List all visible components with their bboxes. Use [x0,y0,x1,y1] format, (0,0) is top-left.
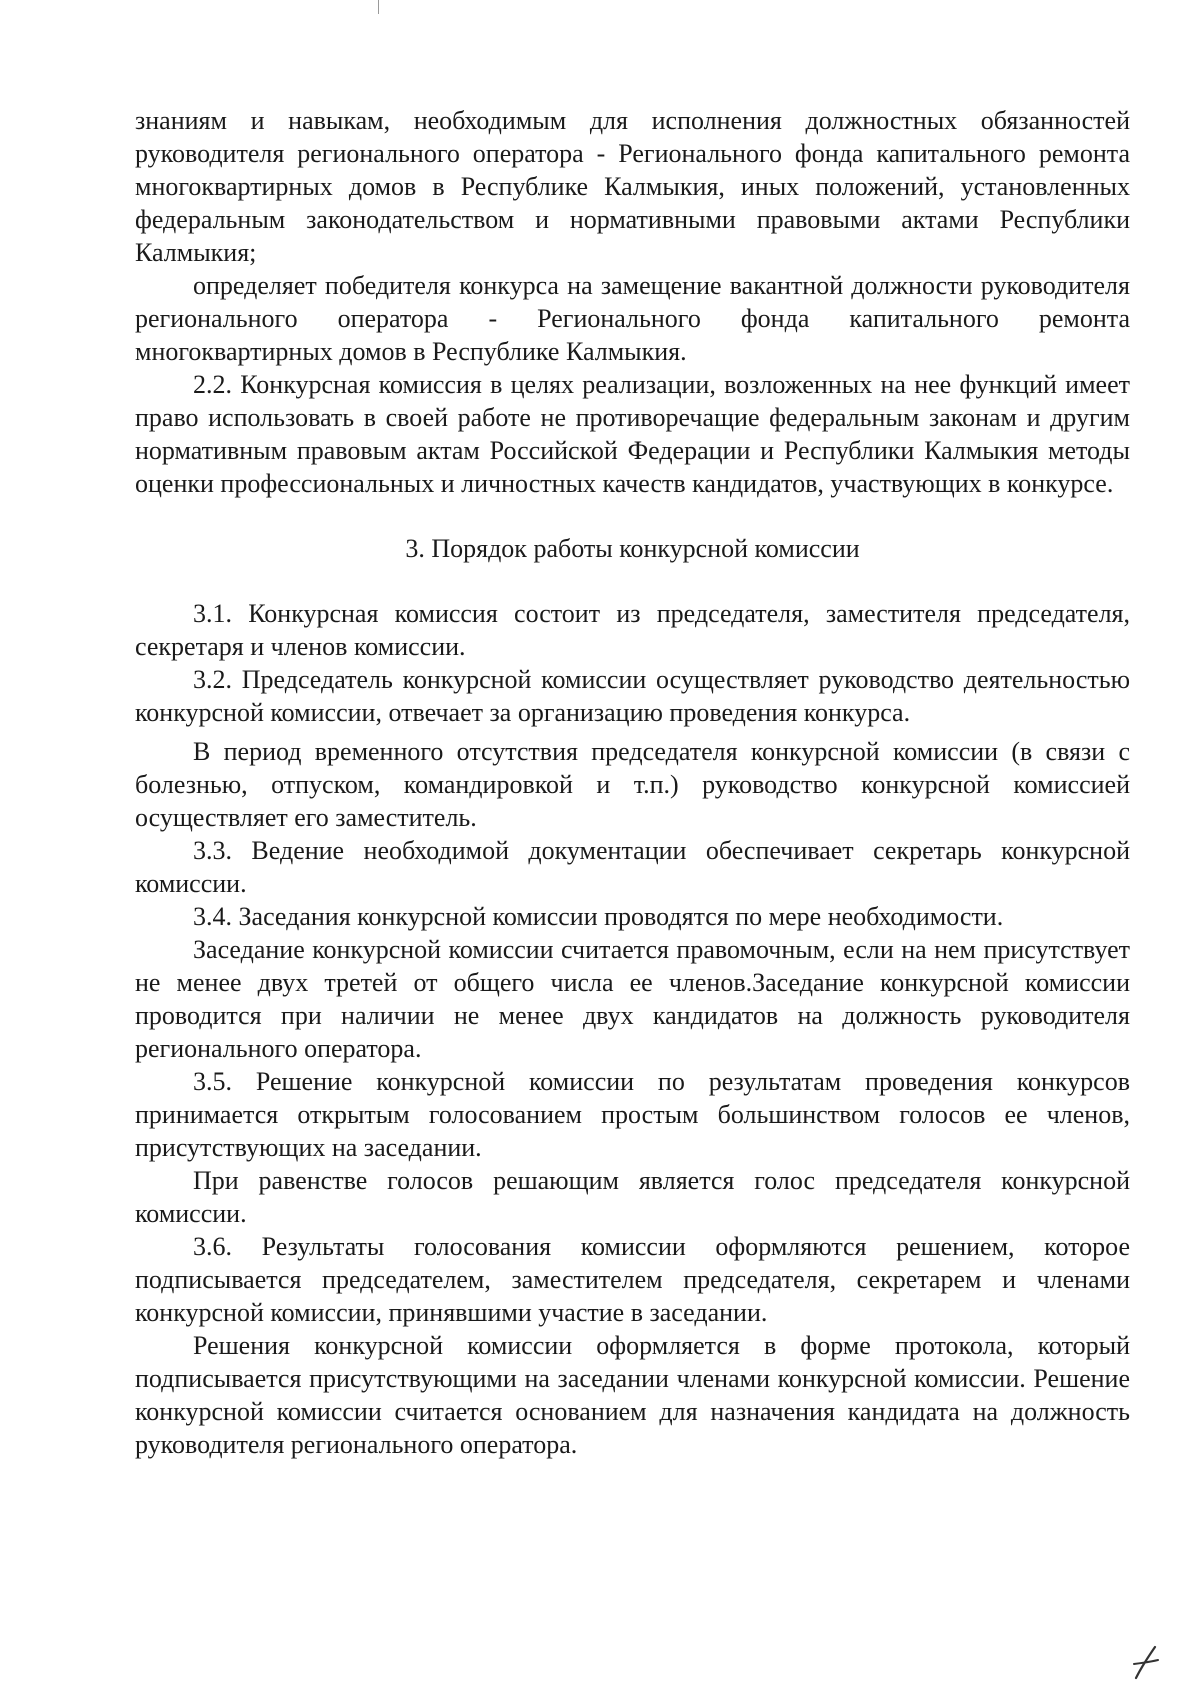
paragraph-tie-vote: При равенстве голосов решающим является голос председателя конкурсной комиссии. [135,1166,1130,1228]
scan-tick-mark [378,0,379,14]
paragraph-continuation: знаниям и навыкам, необходимым для исполнения должностных обязанностей руководителя регионального оператора - Регионального фонда капитального ремонта многоквартирных домов в Республике Калмыкия, иных положений, установленных федеральным законодательством и нормативными правовыми актами Республики Калмыкия; [135,106,1130,267]
paragraph-3-2: 3.2. Председатель конкурсной комиссии осуществляет руководство деятельностью конкурсной комиссии, отвечает за организацию проведения конкурса. [135,665,1130,727]
document-body [135,104,1130,1461]
paragraph-3-6: 3.6. Результаты голосования комиссии оформляются решением, которое подписывается председателем, заместителем председателя, секретарем и членами конкурсной комиссии, принявшими участие в заседании. [135,1232,1130,1327]
paragraph-quorum: Заседание конкурсной комиссии считается правомочным, если на нем присутствует не менее двух третей от общего числа ее членов.Заседание конкурсной комиссии проводится при наличии не менее двух кандидатов на должность руководителя регионального оператора. [135,935,1130,1063]
paragraph-2-2: 2.2. Конкурсная комиссия в целях реализации, возложенных на нее функций имеет право использовать в своей работе не противоречащие федеральным законам и другим нормативным правовым актам Российской Федерации и Республики Калмыкия методы оценки профессиональных и личностных качеств кандидатов, участвующих в конкурсе. [135,370,1130,498]
section-title: 3. Порядок работы конкурсной комиссии [405,534,860,563]
paragraph-3-1: 3.1. Конкурсная комиссия состоит из председателя, заместителя председателя, секретаря и членов комиссии. [135,599,1130,661]
paragraph-3-5: 3.5. Решение конкурсной комиссии по результатам проведения конкурсов принимается открытым голосованием простым большинством голосов ее членов, присутствующих на заседании. [135,1067,1130,1162]
paragraph-winner: определяет победителя конкурса на замещение вакантной должности руководителя регионального оператора - Регионального фонда капитального ремонта многоквартирных домов в Республике Калмыкия. [135,271,1130,366]
paragraph-protocol: Решения конкурсной комиссии оформляется в форме протокола, который подписывается присутствующими на заседании членами конкурсной комиссии. Решение конкурсной комиссии считается основанием для назначения кандидата на должность руководителя регионального оператора. [135,1331,1130,1459]
handwritten-mark-icon [1128,1642,1162,1682]
paragraph-3-3: 3.3. Ведение необходимой документации обеспечивает секретарь конкурсной комиссии. [135,836,1130,898]
paragraph-3-4: 3.4. Заседания конкурсной комиссии проводятся по мере необходимости. [193,902,1004,931]
paragraph-absence: В период временного отсутствия председателя конкурсной комиссии (в связи с болезнью, отпуском, командировкой и т.п.) руководство конкурсной комиссией осуществляет его заместитель. [135,737,1130,832]
